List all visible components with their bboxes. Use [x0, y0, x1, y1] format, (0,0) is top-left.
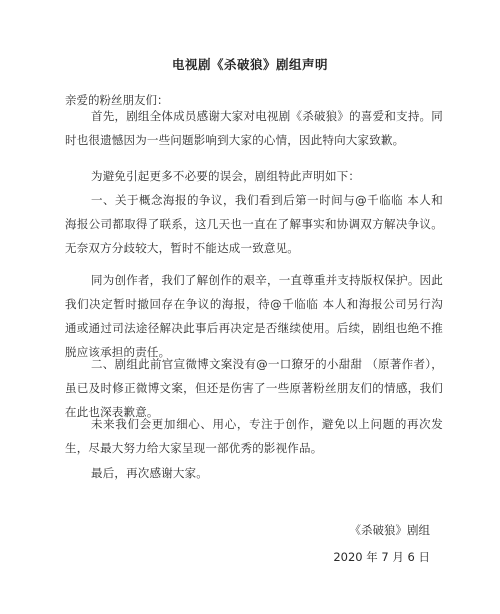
salutation: 亲爱的粉丝朋友们： — [65, 93, 169, 107]
paragraph-intro: 首先，剧组全体成员感谢大家对电视剧《杀破狼》的喜爱和支持。同时也很遗憾因为一些问题影响到大家的心情，因此特向大家致歉。 — [65, 109, 443, 147]
paragraph-declaration-lead: 为避免引起更多不必要的误会，剧组特此声明如下： — [91, 169, 361, 183]
paragraph-point-one: 一、关于概念海报的争议，我们看到后第一时间与@千临临 本人和海报公司都取得了联系，这几天也一直在了解事实和协调双方解决争议。无奈双方分歧较大，暂时不能达成一致意见。 — [65, 193, 443, 255]
document-title: 电视剧《杀破狼》剧组声明 — [171, 57, 328, 72]
date: 2020 年 7 月 6 日 — [333, 550, 430, 564]
signature: 《杀破狼》剧组 — [349, 523, 430, 537]
paragraph-future: 未来我们会更加细心、用心，专注于创作，避免以上问题的再次发生，尽最大努力给大家呈现一部优秀的影视作品。 — [65, 417, 443, 455]
paragraph-closing: 最后，再次感谢大家。 — [91, 466, 208, 480]
paragraph-point-two: 二、剧组此前官宣微博文案没有@一口獠牙的小甜甜 （原著作者），虽已及时修正微博文案，但还是伤害了一些原著粉丝朋友们的情感，我们在此也深表歉意。 — [65, 357, 443, 419]
paragraph-copyright: 同为创作者，我们了解创作的艰辛，一直尊重并支持版权保护。因此我们决定暂时撤回存在争议的海报，待@千临临 本人和海报公司另行沟通或通过司法途径解决此事后再决定是否继续使用。后续，剧组也绝不推脱应该承担的责任。 — [65, 273, 443, 359]
